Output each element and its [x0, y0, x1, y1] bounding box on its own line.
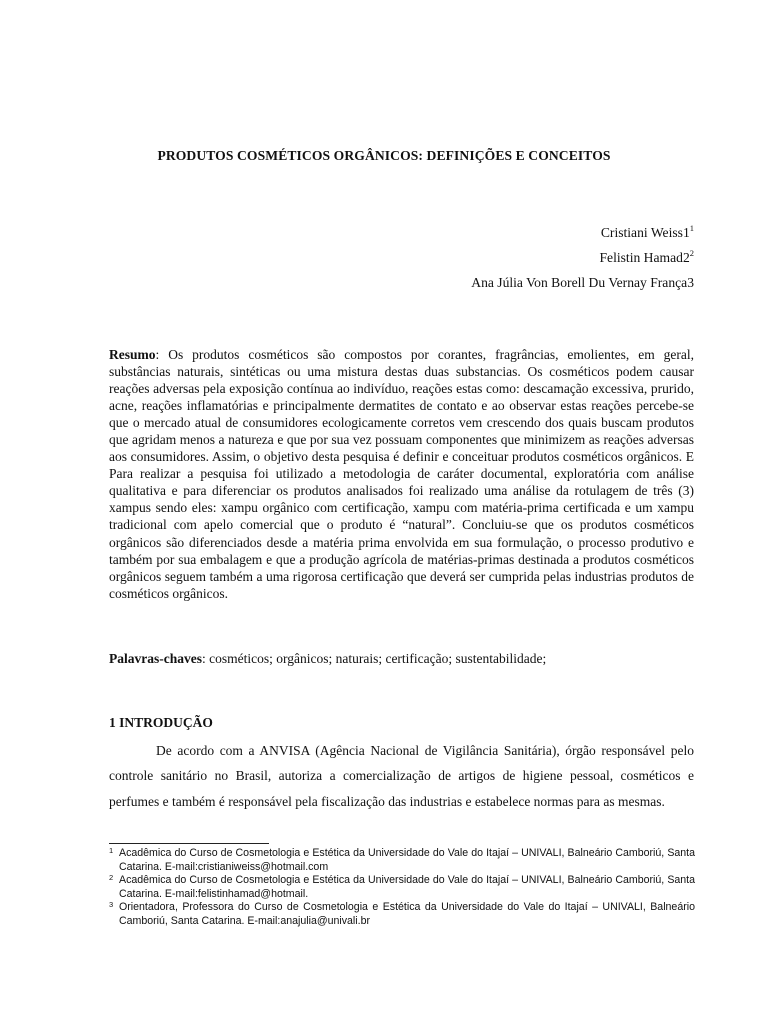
author-footnote-mark: 1 — [689, 223, 694, 233]
keywords-text: : cosméticos; orgânicos; naturais; certificação; sustentabilidade; — [201, 651, 547, 666]
footnote-text: Orientadora, Professora do Curso de Cosmetologia e Estética da Universidade do Vale do Itajaí – UNIVALI, Balneário Camboriú, Santa Catarina. E-mail:anajulia@univali.br — [119, 901, 695, 927]
author-name: Ana Júlia Von Borell Du Vernay França3 — [471, 275, 694, 290]
footnote — [109, 874, 695, 901]
footnote-mark: 2 — [109, 873, 114, 883]
keywords — [109, 650, 694, 667]
footnote-mark: 1 — [109, 846, 114, 855]
section-heading: 1 INTRODUÇÃO — [109, 715, 213, 730]
footnote — [109, 847, 695, 874]
author-entry — [471, 220, 694, 245]
abstract-text: : Os produtos cosméticos são compostos por corantes, fragrâncias, emolientes, em geral, substâncias naturais, sintéticas ou uma mistura destas duas substancias. Os cosméticos podem causar reações adversas pela exposição contínua ao indivíduo, reações estas como: descamação excessiva, prurido, acne, reações inflamatórias e principalmente dermatites de contato e ao observar estas reações percebe-se que o mercado atual de consumidores ecologicamente corretos vem crescendo dos quais buscam produtos que agridam menos a natureza e que por sua vez possuam componentes que minimizem as reações adversas aos consumidores. Assim, o objetivo desta pesquisa é definir e conceituar produtos cosméticos orgânicos. E Para realizar a pesquisa foi utilizado a metodologia de caráter documental, exploratória com análise qualitativa e para diferenciar os produtos analisados foi realizado uma análise da rotulagem de três (3) xampus sendo eles: xampu orgânico com certificação, xampu com matéria-prima certificada e um xampu tradicional com apelo comercial que o produto é “natural”. Concluiu-se que os produtos cosméticos orgânicos são diferenciados desde a matéria prima envolvida em sua formulação, o processo produtivo e também por sua embalagem e que a produção agrícola de matérias-primas destinada a produtos cosméticos orgânicos seguem também a uma rigorosa certificação que deverá ser cumprida pelas industrias produtos de cosméticos orgânicos. — [109, 347, 694, 601]
footnotes — [109, 847, 695, 929]
abstract-label: Resumo — [109, 347, 156, 362]
author-footnote-mark: 2 — [689, 248, 694, 258]
author-name: Cristiani Weiss1 — [600, 225, 690, 240]
footnote-mark: 3 — [109, 900, 114, 910]
keywords-label: Palavras-chaves — [109, 651, 202, 666]
intro-paragraph: De acordo com a ANVISA (Agência Nacional de Vigilância Sanitária), órgão responsável pelo controle sanitário no Brasil, autoriza a comercialização de artigos de higiene pessoal, cosméticos e perfumes e também é responsável pela fiscalização das industrias e estabelece normas para as mesmas. — [109, 743, 694, 809]
author-entry — [471, 245, 694, 270]
abstract — [109, 346, 694, 602]
footnote-divider — [109, 843, 269, 844]
author-name: Felistin Hamad2 — [599, 250, 690, 265]
footnote-text: Acadêmica do Curso de Cosmetologia e Estética da Universidade do Vale do Itajaí – UNIVALI, Balneário Camboriú, Santa Catarina. E-mail:felistinhamad@hotmail. — [119, 874, 695, 900]
footnote-text: Acadêmica do Curso de Cosmetologia e Estética da Universidade do Vale do Itajaí – UNIVALI, Balneário Camboriú, Santa Catarina. E-mail:cristianiweiss@hotmail.com — [119, 847, 695, 873]
footnote — [109, 901, 695, 928]
paper-title: PRODUTOS COSMÉTICOS ORGÂNICOS: DEFINIÇÕES E CONCEITOS — [157, 148, 611, 163]
author-list — [471, 220, 694, 295]
author-entry — [471, 270, 694, 295]
